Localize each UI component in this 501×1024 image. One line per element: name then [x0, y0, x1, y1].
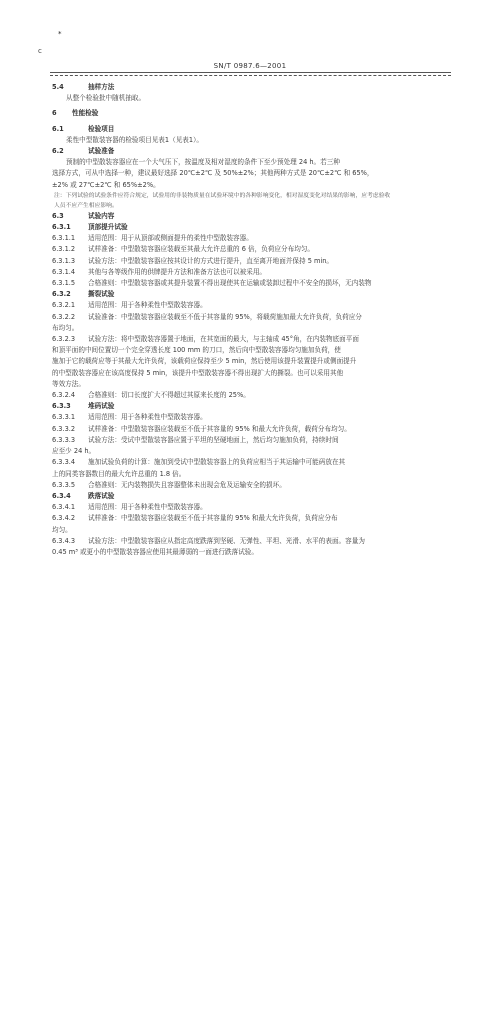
clause-number: 6.3.2.4 — [52, 391, 76, 400]
text-line — [52, 312, 452, 323]
text-line — [52, 278, 452, 289]
text-line — [52, 536, 452, 547]
document-code: SN/T 0987.6—2001 — [213, 62, 287, 70]
clause-text: 堆码试验 — [88, 402, 115, 411]
clause-text: 试验方法：中型散装容器应按其设计的方式进行提升，直至离开地面并保持 5 min。 — [88, 256, 334, 265]
text-line — [52, 469, 452, 480]
text-line — [52, 356, 452, 367]
clause-text: 试样准备：中型散装容器应装载至不低于其容量的 95% 和最大允许负荷，负荷应分布 — [88, 514, 338, 523]
clause-text: 应至少 24 h。 — [52, 447, 96, 456]
text-line — [52, 300, 452, 311]
clause-text: 上的同类容器数目的最大允许总重的 1.8 倍。 — [52, 469, 186, 478]
clause-text: 等效方法。 — [52, 379, 85, 388]
clause-text: 试验内容 — [88, 211, 115, 220]
document-body — [52, 82, 452, 558]
clause-text: 试样准备：中型散装容器应装载至不低于其容量的 95% 和最大允许负荷，载荷分布均匀。 — [88, 424, 351, 433]
clause-text: 施加于它的载荷应等于其最大允许负荷，该载荷应保持至少 5 min，然后使用该提升装置提升或侧面提升 — [52, 357, 357, 366]
text-line — [52, 502, 452, 513]
clause-text: 适用范围：用于从顶部或侧面提升的柔性中型散装容器。 — [88, 234, 253, 243]
clause-text: 跌落试验 — [88, 491, 115, 500]
note-line — [52, 191, 452, 201]
clause-number: 6.3.1.1 — [52, 234, 76, 243]
clause-number: 6.3.1.3 — [52, 256, 76, 265]
text-line — [52, 157, 452, 168]
corner-mark: * — [58, 30, 62, 38]
clause-text: 试验方法：受试中型散装容器应置于平坦的坚硬地面上，然后均匀施加负荷，持续时间 — [88, 435, 339, 444]
clause-text: 试验方法：将中型散装容器置于地面，在其宽面的最大，与主轴成 45°角，在内装物底面平面 — [88, 335, 359, 344]
section-heading — [52, 401, 452, 412]
clause-number: 6 — [52, 109, 57, 118]
text-line — [52, 513, 452, 524]
clause-text: 检验项目 — [88, 124, 115, 133]
section-heading — [52, 124, 452, 135]
clause-text: 合格准则：中型散装容器或其提升装置不得出现使其在运输或装卸过程中不安全的损坏，无内装物 — [88, 279, 372, 288]
clause-number: 6.3.2.3 — [52, 335, 76, 344]
clause-number: 6.3.3.1 — [52, 413, 76, 422]
clause-number: 6.3.3.5 — [52, 480, 76, 489]
section-heading — [52, 82, 452, 93]
text-line — [52, 233, 452, 244]
clause-text: 撕裂试验 — [88, 290, 115, 299]
clause-number: 6.3.3 — [52, 402, 71, 411]
text-line — [52, 180, 452, 191]
clause-number: 6.3.1.5 — [52, 279, 76, 288]
text-line — [52, 345, 452, 356]
clause-number: 6.3.3.2 — [52, 424, 76, 433]
section-heading — [52, 222, 452, 233]
section-heading — [52, 146, 452, 157]
text-line — [52, 525, 452, 536]
clause-text: 的中型散装容器应在该高度保持 5 min，该提升中型散装容器不得出现扩大的撕裂。也可以采用其他 — [52, 368, 344, 377]
clause-text: 0.45 m³ 或更小的中型散装容器应使用其最薄弱的一面进行跌落试验。 — [52, 547, 258, 556]
clause-number: 6.3.1 — [52, 223, 71, 232]
clause-text: 顶部提升试验 — [88, 223, 128, 232]
clause-number: 6.3.1.2 — [52, 245, 76, 254]
clause-number: 6.1 — [52, 124, 64, 133]
text-line — [52, 547, 452, 558]
header-rule-dashed — [50, 75, 451, 76]
text-line — [52, 334, 452, 345]
clause-number: 6.3.1.4 — [52, 267, 76, 276]
text-line — [52, 93, 452, 104]
section-heading — [52, 491, 452, 502]
clause-text: 试验方法：中型散装容器应从指定高度跌落到坚硬、无弹性、平坦、光滑、水平的表面。容量为 — [88, 536, 365, 545]
text-line — [52, 435, 452, 446]
text-line — [52, 412, 452, 423]
clause-number: 6.3.2.1 — [52, 301, 76, 310]
clause-number: 6.3.2 — [52, 290, 71, 299]
clause-number: 6.3.4.3 — [52, 536, 76, 545]
clause-number: 6.3.2.2 — [52, 312, 76, 321]
clause-text: 施加试验负荷的计算：施加到受试中型散装容器上的负荷应相当于其运输中可能码放在其 — [88, 458, 346, 467]
clause-text: 试样准备：中型散装容器应装载至其最大允许总重的 6 倍，负荷应分布均匀。 — [88, 245, 314, 254]
clause-number: 6.3.4.1 — [52, 503, 76, 512]
text-line — [52, 368, 452, 379]
text-line — [52, 457, 452, 468]
text-line — [52, 390, 452, 401]
section-heading — [52, 289, 452, 300]
text-line — [52, 323, 452, 334]
clause-text: 试验准备：中型散装容器应装载至不低于其容量的 95%，将载荷施加最大允许负荷，负荷应分 — [88, 312, 362, 321]
clause-text: 适用范围：用于各种柔性中型散装容器。 — [88, 413, 207, 422]
clause-text: 和顶平面的中间位置切一个完全穿透长度 100 mm 的刀口，然后向中型散装容器均匀施加负荷，使 — [52, 346, 341, 355]
clause-number: 5.4 — [52, 83, 64, 91]
clause-text: ±2% 或 27℃±2℃ 和 65%±2%。 — [52, 180, 160, 189]
text-line — [52, 446, 452, 457]
clause-text: 合格准则：无内装物损失且容器整体未出现会危及运输安全的损坏。 — [88, 480, 286, 489]
text-line — [52, 424, 452, 435]
clause-text: 人员不应产生相应影响。 — [54, 202, 118, 209]
clause-text: 适用范围：用于各种柔性中型散装容器。 — [88, 301, 207, 310]
clause-number: 6.2 — [52, 147, 64, 156]
clause-number: 6.3.3.4 — [52, 458, 76, 467]
clause-text: 预制的中型散装容器应在一个大气压下，按温度及相对湿度的条件下至少预处理 24 h。若三种 — [66, 158, 340, 167]
clause-text: 柔性中型散装容器的检验项目见表1（见表1）。 — [66, 135, 203, 144]
section-heading — [52, 108, 452, 119]
clause-text: 注：下列试验的试验条件应符合规定，试验用的非装物质量在试验环境中的各种影响变化，相对湿度变化对结果的影响，应考虑验收 — [54, 192, 391, 199]
clause-text: 抽样方法 — [88, 83, 115, 91]
clause-number: 6.3.3.3 — [52, 435, 76, 444]
clause-text: 从整个检验批中随机抽取。 — [66, 94, 146, 103]
clause-text: 布均匀。 — [52, 323, 79, 332]
text-line — [52, 379, 452, 390]
text-line — [52, 256, 452, 267]
clause-text: 其他与各等级作用的供牌提升方法和准备方法也可以被采用。 — [88, 267, 267, 276]
clause-text: 均匀。 — [52, 525, 72, 534]
section-heading — [52, 211, 452, 222]
text-line — [52, 480, 452, 491]
clause-text: 适用范围：用于各种柔性中型散装容器。 — [88, 503, 207, 512]
clause-number: 6.3 — [52, 211, 64, 220]
clause-text: 性能检验 — [72, 109, 99, 118]
corner-mark-small: c — [38, 47, 42, 55]
clause-number: 6.3.4 — [52, 491, 71, 500]
clause-text: 合格准则：切口长度扩大不得超过其原来长度的 25%。 — [88, 391, 250, 400]
text-line — [52, 168, 452, 179]
text-line — [52, 244, 452, 255]
clause-number: 6.3.4.2 — [52, 514, 76, 523]
text-line — [52, 135, 452, 146]
text-line — [52, 267, 452, 278]
header-rule — [50, 72, 451, 73]
clause-text: 试验准备 — [88, 147, 115, 156]
clause-text: 选择方式，可从中选择一种，建议最好选择 20℃±2℃ 及 50%±2%；其他两种方式是 20℃±2℃ 和 65%， — [52, 169, 374, 178]
note-line — [52, 201, 452, 211]
